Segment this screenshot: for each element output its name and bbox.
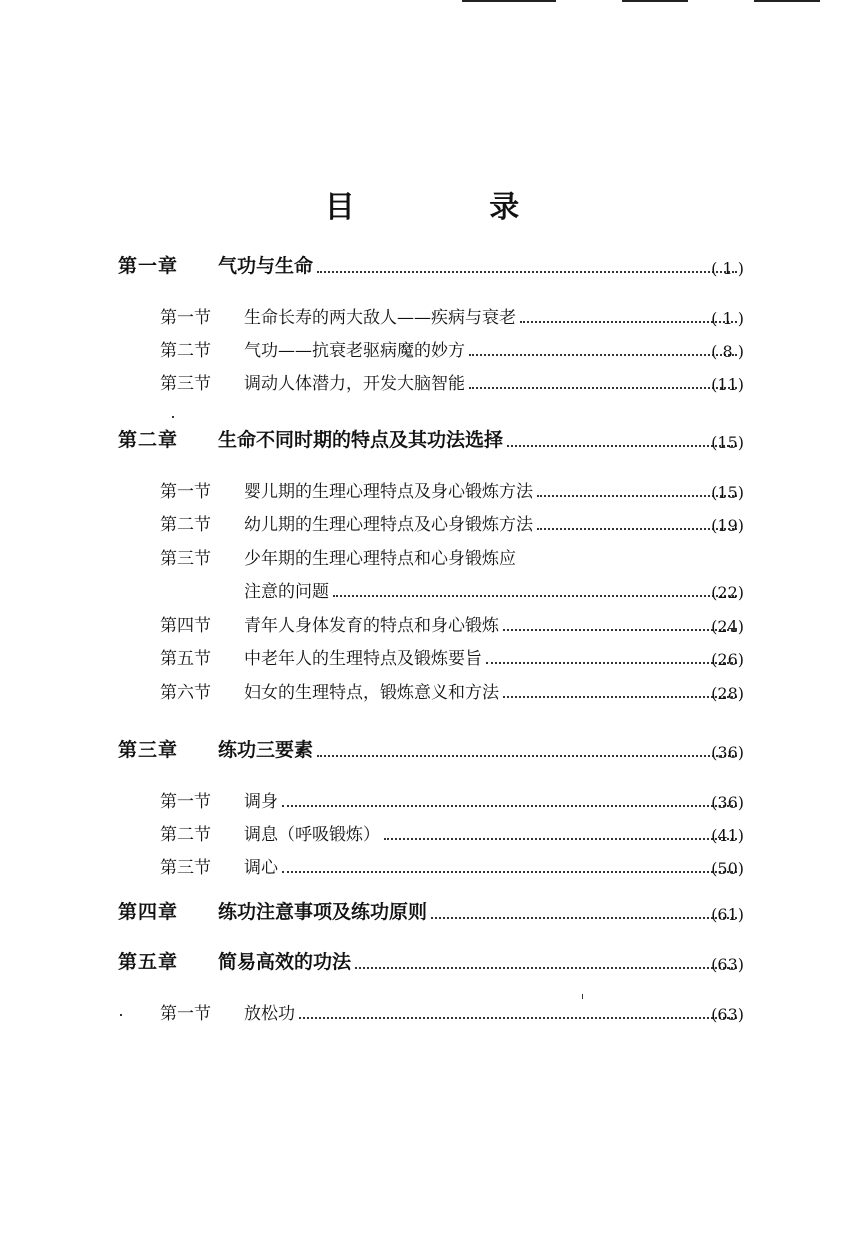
section-title: 放松功: [244, 1004, 295, 1024]
dot-leader: [520, 321, 737, 323]
page-title: 目 录: [324, 190, 582, 225]
chapter-title: 简易高效的功法: [218, 951, 352, 973]
dot-leader: [282, 871, 737, 873]
dot-leader: [507, 445, 737, 447]
chapter-label: 第五章: [118, 951, 179, 973]
section-label: 第三节: [160, 374, 211, 394]
scan-speck: [582, 994, 583, 999]
section-label: 第一节: [160, 1004, 211, 1024]
chapter-title: 生命不同时期的特点及其功法选择: [218, 429, 504, 451]
chapter-label: 第一章: [118, 255, 179, 277]
page-number: (22): [711, 583, 744, 602]
toc-section[interactable]: [0, 1000, 844, 1026]
toc-chapter-2[interactable]: [0, 428, 844, 454]
top-rule: [754, 0, 820, 2]
top-rule: [462, 0, 556, 2]
dot-leader: [282, 805, 737, 807]
dot-leader: [299, 1017, 737, 1019]
page-number: (11): [711, 375, 744, 394]
page-number: (36): [711, 743, 744, 762]
toc-section[interactable]: [0, 788, 844, 814]
chapter-label: 第三章: [118, 739, 179, 761]
scan-speck: [120, 1014, 122, 1016]
page-number: (15): [711, 433, 744, 452]
toc-section[interactable]: [0, 511, 844, 537]
section-title: 妇女的生理特点，锻炼意义和方法: [244, 683, 499, 703]
page-number: (24): [711, 617, 744, 636]
dot-leader: [486, 662, 737, 664]
page-number: (19): [711, 516, 744, 535]
toc-chapter-4[interactable]: [0, 900, 844, 926]
section-label: 第二节: [160, 515, 211, 535]
section-title: 生命长寿的两大敌人——疾病与衰老: [244, 308, 516, 328]
toc-section[interactable]: [0, 370, 844, 396]
dot-leader: [537, 495, 737, 497]
section-label: 第六节: [160, 683, 211, 703]
section-title: 调心: [244, 858, 278, 878]
page-number: ( 1 ): [711, 259, 744, 278]
section-label: 第一节: [160, 482, 211, 502]
toc-section[interactable]: [0, 679, 844, 705]
page-number: (15): [711, 483, 744, 502]
toc-chapter-5[interactable]: [0, 950, 844, 976]
toc-chapter-3[interactable]: [0, 738, 844, 764]
dot-leader: [431, 917, 737, 919]
toc-chapter-1[interactable]: [0, 254, 844, 280]
toc-section[interactable]: [0, 337, 844, 363]
scan-speck: [172, 416, 174, 418]
page-number: ( 8 ): [711, 342, 744, 361]
dot-leader: [503, 696, 737, 698]
section-title: 调息（呼吸锻炼）: [244, 825, 380, 845]
top-rule: [622, 0, 688, 2]
section-label: 第一节: [160, 308, 211, 328]
chapter-title: 气功与生命: [218, 255, 314, 277]
section-title: 婴儿期的生理心理特点及身心锻炼方法: [244, 482, 533, 502]
dot-leader: [503, 629, 737, 631]
section-label: 第二节: [160, 825, 211, 845]
section-label: 第二节: [160, 341, 211, 361]
page-number: (61): [711, 905, 744, 924]
page-number: (63): [711, 955, 744, 974]
section-title: 少年期的生理心理特点和心身锻炼应: [244, 549, 516, 569]
page-number: (36): [711, 793, 744, 812]
chapter-label: 第四章: [118, 901, 179, 923]
page-number: ( 1 ): [711, 309, 744, 328]
section-label: 第三节: [160, 549, 211, 569]
toc-section[interactable]: [0, 478, 844, 504]
toc-section-continuation[interactable]: [0, 578, 844, 604]
dot-leader: [469, 354, 737, 356]
dot-leader: [333, 595, 737, 597]
chapter-label: 第二章: [118, 429, 179, 451]
section-label: 第三节: [160, 858, 211, 878]
section-title: 调动人体潜力，开发大脑智能: [244, 374, 465, 394]
section-title: 幼儿期的生理心理特点及心身锻炼方法: [244, 515, 533, 535]
section-title-continued: 注意的问题: [244, 582, 329, 602]
dot-leader: [384, 838, 737, 840]
dot-leader: [317, 755, 737, 757]
section-title: 青年人身体发育的特点和身心锻炼: [244, 616, 499, 636]
section-title: 气功——抗衰老驱病魔的妙方: [244, 341, 465, 361]
page-number: (26): [711, 650, 744, 669]
chapter-title: 练功三要素: [218, 739, 314, 761]
section-title: 调身: [244, 792, 278, 812]
page-number: (63): [711, 1005, 744, 1024]
page-number: (50): [711, 859, 744, 878]
toc-section[interactable]: [0, 612, 844, 638]
section-title: 中老年人的生理特点及锻炼要旨: [244, 649, 482, 669]
toc-section[interactable]: [0, 304, 844, 330]
dot-leader: [537, 528, 737, 530]
chapter-title: 练功注意事项及练功原则: [218, 901, 428, 923]
section-label: 第一节: [160, 792, 211, 812]
toc-section[interactable]: [0, 545, 844, 571]
dot-leader: [469, 387, 737, 389]
dot-leader: [317, 271, 737, 273]
section-label: 第五节: [160, 649, 211, 669]
section-label: 第四节: [160, 616, 211, 636]
toc-section[interactable]: [0, 854, 844, 880]
page-number: (41): [711, 826, 744, 845]
dot-leader: [355, 967, 737, 969]
toc-section[interactable]: [0, 821, 844, 847]
toc-section[interactable]: [0, 645, 844, 671]
page-number: (28): [711, 684, 744, 703]
